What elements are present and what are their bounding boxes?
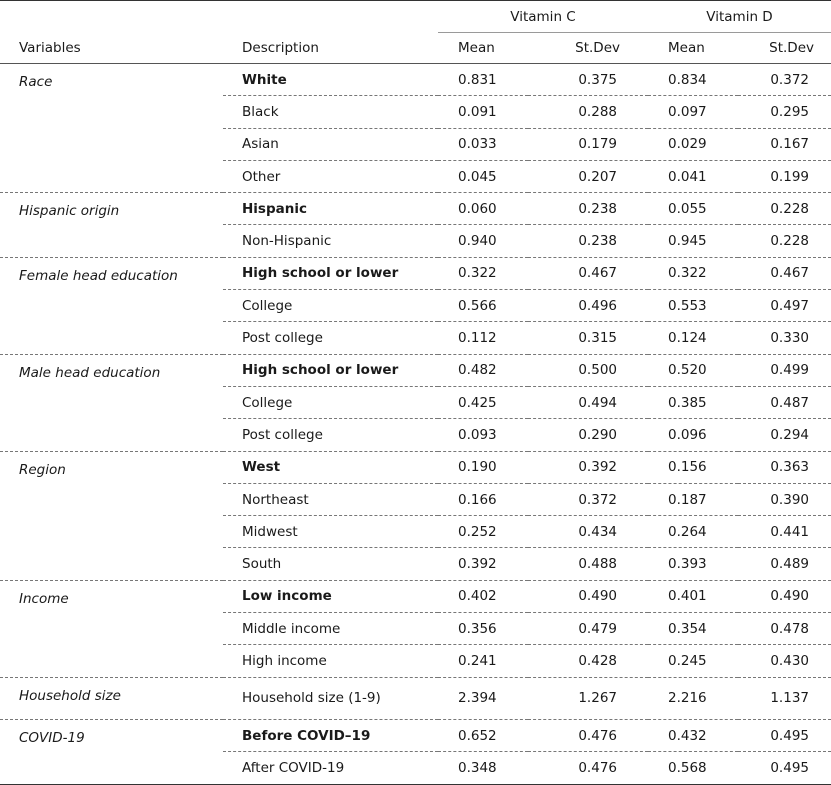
description-cell: High school or lower [223,354,438,386]
vitamin-d-mean-cell: 2.216 [648,677,738,719]
variable-name-cell: Hispanic origin [0,193,223,258]
description-cell: Asian [223,128,438,160]
vitamin-d-stdev-cell: 0.489 [738,548,831,580]
vitamin-c-stdev-cell: 0.288 [528,96,648,128]
variables-column-header: Variables [19,39,81,56]
vitamin-c-stdev-cell: 0.238 [528,193,648,225]
variable-name-cell: COVID-19 [0,719,223,784]
vitamin-c-mean-cell: 0.566 [438,290,528,322]
vitamin-d-mean-cell: 0.187 [648,483,738,515]
vitamin-c-stdev-cell: 0.207 [528,160,648,192]
table-row [0,451,831,483]
description-cell: Other [223,160,438,192]
vitamin-c-stdev-cell: 0.476 [528,752,648,784]
vitamin-c-mean-cell: 0.652 [438,719,528,751]
description-cell: Post college [223,419,438,451]
vitamin-c-mean-cell: 0.190 [438,451,528,483]
vitamin-c-mean-cell: 0.091 [438,96,528,128]
description-cell: Northeast [223,483,438,515]
vitamin-c-mean-cell: 0.482 [438,354,528,386]
description-cell: Black [223,96,438,128]
vitamin-d-stdev-cell: 0.330 [738,322,831,354]
vitamin-d-mean-cell: 0.322 [648,257,738,289]
vitamin-c-mean-cell: 0.252 [438,516,528,548]
vitamin-c-mean-cell: 0.241 [438,645,528,677]
vitamin-c-stdev-cell: 0.476 [528,719,648,751]
vitamin-c-mean-cell: 0.356 [438,613,528,645]
variable-name-cell: Male head education [0,354,223,451]
vitamin-c-stdev-cell: 0.375 [528,64,648,96]
vitamin-c-mean-cell: 0.831 [438,64,528,96]
vitamin-d-mean-cell: 0.264 [648,516,738,548]
description-cell: Middle income [223,613,438,645]
description-cell: Hispanic [223,193,438,225]
description-cell: Before COVID–19 [223,719,438,751]
vitamin-d-mean-cell: 0.354 [648,613,738,645]
variable-name-cell: Household size [0,677,223,719]
vitamin-c-stdev-cell: 0.179 [528,128,648,160]
vitamin-c-mean-cell: 0.348 [438,752,528,784]
variable-name-cell: Income [0,580,223,677]
vitamin-d-mean-cell: 0.041 [648,160,738,192]
vitamin-d-mean-cell: 0.568 [648,752,738,784]
vitamin-c-stdev-cell: 0.467 [528,257,648,289]
vitamin-d-mean-cell: 0.096 [648,419,738,451]
vitamin-d-stdev-cell: 0.467 [738,257,831,289]
vitamin-c-stdev-cell: 0.238 [528,225,648,257]
variable-name-cell: Female head education [0,257,223,354]
vitamin-c-mean-cell: 0.940 [438,225,528,257]
vitamin-c-stdev-cell: 0.290 [528,419,648,451]
vitamin-d-mean-cell: 0.553 [648,290,738,322]
vitamin-c-group-header: Vitamin C [438,1,648,33]
vitamin-c-stdev-cell: 0.488 [528,548,648,580]
vitamin-d-stdev-cell: 0.490 [738,580,831,612]
vitamin-d-mean-cell: 0.432 [648,719,738,751]
description-cell: Non-Hispanic [223,225,438,257]
header-group-row [0,1,831,33]
vitamin-d-stdev-cell: 0.478 [738,613,831,645]
vitamin-c-mean-cell: 0.033 [438,128,528,160]
table-header [0,1,831,64]
vitamin-d-stdev-cell: 0.441 [738,516,831,548]
table-row [0,580,831,612]
vitamin-d-stdev-cell: 0.295 [738,96,831,128]
description-cell: College [223,290,438,322]
vitamin-c-stdev-cell: 0.392 [528,451,648,483]
vitamin-c-mean-cell: 0.425 [438,386,528,418]
table-row [0,64,831,96]
description-cell: South [223,548,438,580]
vitamin-d-mean-cell: 0.124 [648,322,738,354]
vitamin-d-stdev-cell: 0.372 [738,64,831,96]
table-row [0,719,831,751]
description-cell: High school or lower [223,257,438,289]
vitamin-d-stdev-cell: 0.167 [738,128,831,160]
vitamin-d-group-header: Vitamin D [648,1,831,33]
vitamin-c-stdev-cell: 1.267 [528,677,648,719]
vitamin-d-mean-cell: 0.156 [648,451,738,483]
table-row [0,354,831,386]
description-cell: Low income [223,580,438,612]
vitamin-c-mean-cell: 0.322 [438,257,528,289]
vitamin-d-stdev-cell: 0.199 [738,160,831,192]
vitamin-d-mean-cell: 0.834 [648,64,738,96]
vitamin-c-mean-cell: 2.394 [438,677,528,719]
variable-name-cell: Race [0,64,223,193]
vitamin-c-stdev-cell: 0.372 [528,483,648,515]
description-cell: Household size (1-9) [223,677,438,719]
description-cell: After COVID-19 [223,752,438,784]
vitamin-c-stdev-cell: 0.500 [528,354,648,386]
vitamin-d-mean-cell: 0.401 [648,580,738,612]
description-cell: Midwest [223,516,438,548]
description-cell: White [223,64,438,96]
vitamin-d-mean-header: Mean [668,40,705,56]
description-cell: High income [223,645,438,677]
vitamin-d-mean-cell: 0.520 [648,354,738,386]
vitamin-d-stdev-cell: 0.499 [738,354,831,386]
vitamin-c-stdev-header: St.Dev [575,40,620,56]
vitamin-d-stdev-cell: 1.137 [738,677,831,719]
vitamin-d-stdev-cell: 0.497 [738,290,831,322]
vitamin-c-mean-cell: 0.045 [438,160,528,192]
table-row [0,257,831,289]
vitamin-c-mean-cell: 0.060 [438,193,528,225]
vitamin-d-mean-cell: 0.945 [648,225,738,257]
vitamin-d-mean-cell: 0.385 [648,386,738,418]
vitamin-d-stdev-cell: 0.487 [738,386,831,418]
table-row [0,193,831,225]
vitamin-c-stdev-cell: 0.494 [528,386,648,418]
vitamin-c-mean-cell: 0.112 [438,322,528,354]
description-cell: Post college [223,322,438,354]
table-row [0,677,831,719]
vitamin-d-stdev-header: St.Dev [769,40,814,56]
vitamin-d-mean-cell: 0.029 [648,128,738,160]
vitamin-c-mean-cell: 0.402 [438,580,528,612]
vitamin-c-stdev-cell: 0.428 [528,645,648,677]
vitamin-c-stdev-cell: 0.315 [528,322,648,354]
description-cell: West [223,451,438,483]
description-cell: College [223,386,438,418]
vitamin-d-mean-cell: 0.245 [648,645,738,677]
vitamin-d-stdev-cell: 0.495 [738,752,831,784]
vitamin-d-stdev-cell: 0.495 [738,719,831,751]
vitamin-c-mean-header: Mean [458,40,495,56]
variable-name-cell: Region [0,451,223,580]
vitamin-c-mean-cell: 0.166 [438,483,528,515]
vitamin-d-stdev-cell: 0.390 [738,483,831,515]
vitamin-d-stdev-cell: 0.430 [738,645,831,677]
table-body [0,64,831,785]
vitamin-d-mean-cell: 0.393 [648,548,738,580]
vitamin-d-stdev-cell: 0.363 [738,451,831,483]
vitamin-c-mean-cell: 0.093 [438,419,528,451]
vitamin-d-mean-cell: 0.055 [648,193,738,225]
vitamin-c-stdev-cell: 0.434 [528,516,648,548]
vitamin-c-mean-cell: 0.392 [438,548,528,580]
header-column-row [0,33,831,64]
vitamin-d-mean-cell: 0.097 [648,96,738,128]
vitamin-c-stdev-cell: 0.496 [528,290,648,322]
vitamin-d-stdev-cell: 0.228 [738,225,831,257]
vitamin-d-stdev-cell: 0.228 [738,193,831,225]
vitamin-c-stdev-cell: 0.490 [528,580,648,612]
description-column-header: Description [242,39,319,56]
vitamin-d-stdev-cell: 0.294 [738,419,831,451]
vitamin-c-stdev-cell: 0.479 [528,613,648,645]
